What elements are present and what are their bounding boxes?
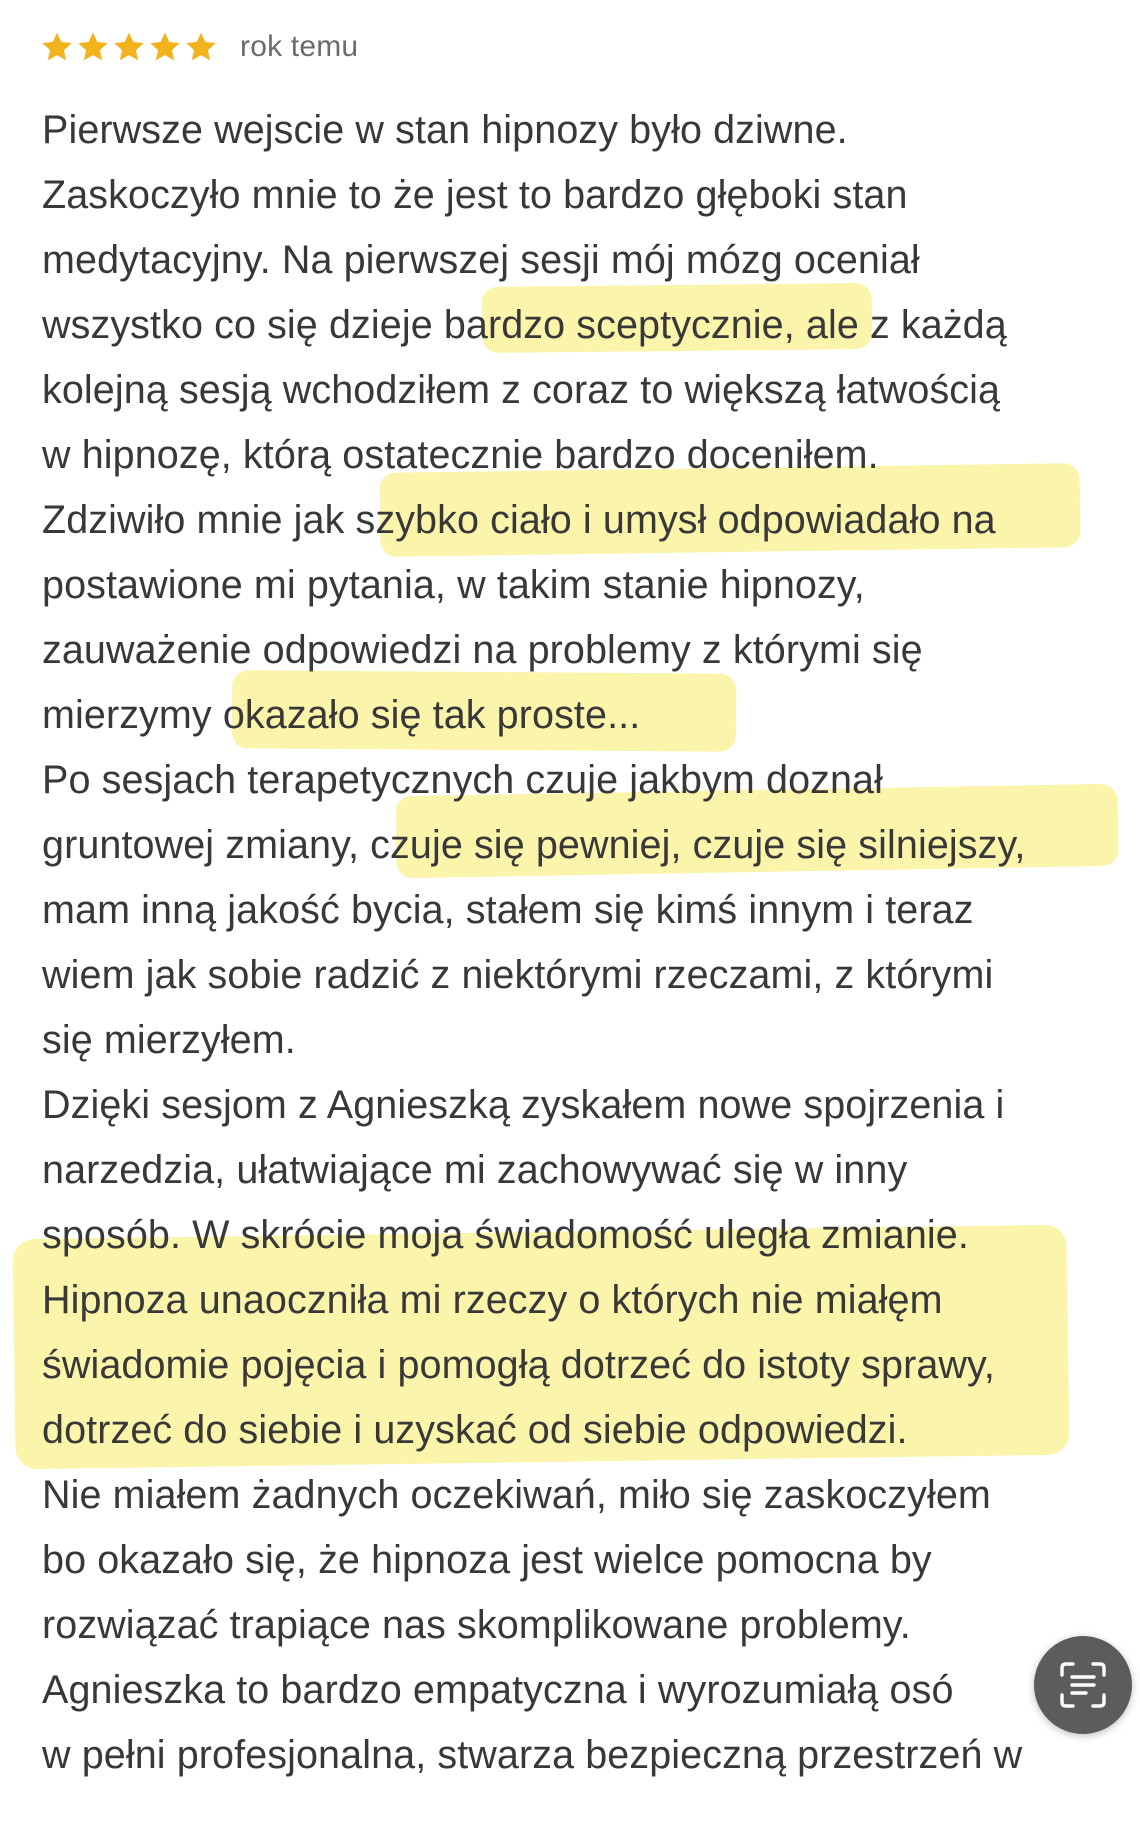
review-line: zauważenie odpowiedzi na problemy z którymi się	[42, 628, 923, 672]
review-line: się mierzyłem.	[42, 1018, 296, 1062]
review-line: Zdziwiło mnie jak szybko ciało i umysł odpowiadało na	[42, 498, 996, 542]
star-icon	[40, 30, 74, 64]
review-line: Dzięki sesjom z Agnieszką zyskałem nowe spojrzenia i	[42, 1083, 1005, 1127]
review-line: rozwiązać trapiące nas skomplikowane problemy.	[42, 1603, 911, 1647]
star-icon	[112, 30, 146, 64]
review-line: bo okazało się, że hipnoza jest wielce pomocna by	[42, 1538, 932, 1582]
review-line: narzedzia, ułatwiające mi zachowywać się w inny	[42, 1148, 908, 1192]
review-line: wszystko co się dzieje bardzo sceptycznie, ale z każdą	[42, 303, 1007, 347]
star-icon	[148, 30, 182, 64]
review-line: dotrzeć do siebie i uzyskać od siebie odpowiedzi.	[42, 1408, 908, 1452]
review-line: Zaskoczyło mnie to że jest to bardzo głęboki stan	[42, 173, 908, 217]
review-line: wiem jak sobie radzić z niektórymi rzeczami, z którymi	[42, 953, 994, 997]
review-line: gruntowej zmiany, czuje się pewniej, czuje się silniejszy,	[42, 823, 1026, 867]
review-line: mierzymy okazało się tak proste...	[42, 693, 641, 737]
review-line: w hipnozę, którą ostatecznie bardzo doceniłem.	[42, 433, 879, 477]
review-line: kolejną sesją wchodziłem z coraz to większą łatwością	[42, 368, 1001, 412]
review-text	[42, 98, 1132, 1788]
text-scan-button[interactable]	[1034, 1636, 1132, 1734]
review-line: Nie miałem żadnych oczekiwań, miło się zaskoczyłem	[42, 1473, 991, 1517]
review-line: sposób. W skrócie moja świadomość uległa zmianie.	[42, 1213, 969, 1257]
text-scan-icon	[1056, 1658, 1110, 1712]
review-line: Pierwsze wejscie w stan hipnozy było dziwne.	[42, 108, 848, 152]
review-line: medytacyjny. Na pierwszej sesji mój mózg oceniał	[42, 238, 920, 282]
review-line: Po sesjach terapetycznych czuje jakbym doznał	[42, 758, 884, 802]
review-line: w pełni profesjonalna, stwarza bezpieczną przestrzeń w	[42, 1733, 1023, 1777]
review-header	[40, 22, 358, 72]
review-line: Hipnoza unaoczniła mi rzeczy o których nie miałęm	[42, 1278, 943, 1322]
review-line: mam inną jakość bycia, stałem się kimś innym i teraz	[42, 888, 974, 932]
review-line: postawione mi pytania, w takim stanie hipnozy,	[42, 563, 865, 607]
star-icon	[76, 30, 110, 64]
review-line: Agnieszka to bardzo empatyczna i wyrozumiałą osó	[42, 1668, 954, 1712]
review-line: świadomie pojęcia i pomogłą dotrzeć do istoty sprawy,	[42, 1343, 996, 1387]
review-time: rok temu	[240, 30, 359, 63]
star-rating	[40, 30, 218, 64]
star-icon	[184, 30, 218, 64]
